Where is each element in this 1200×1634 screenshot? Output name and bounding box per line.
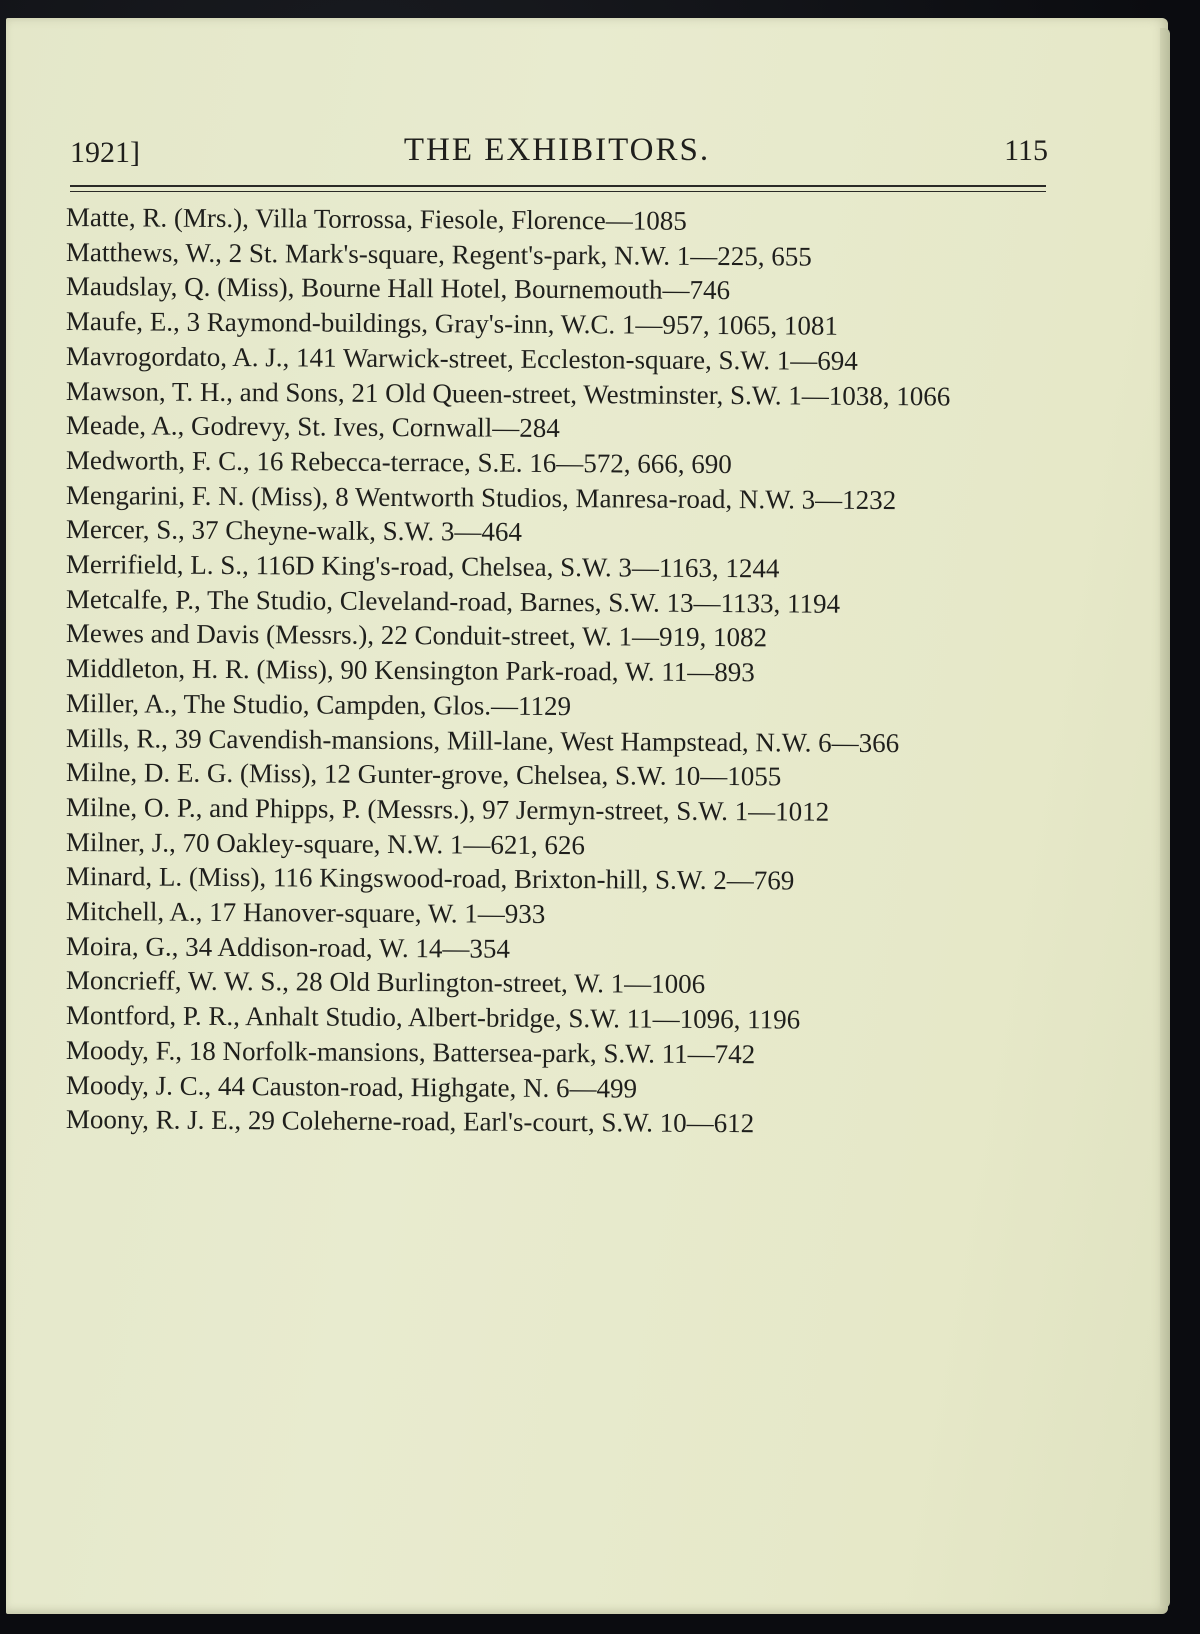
exhibitor-entry: Mengarini, F. N. (Miss), 8 Wentworth Studios, Manresa-road, N.W. 3—1232 bbox=[65, 479, 897, 515]
exhibitor-entry: Mercer, S., 37 Cheyne-walk, S.W. 3—464 bbox=[65, 514, 523, 548]
exhibitor-entry: Matthews, W., 2 St. Mark's-square, Regent's-park, N.W. 1—225, 655 bbox=[65, 236, 812, 272]
exhibitor-entry: Miller, A., The Studio, Campden, Glos.—1129 bbox=[65, 687, 572, 721]
exhibitor-entry: Milner, J., 70 Oakley-square, N.W. 1—621, 626 bbox=[65, 826, 586, 860]
exhibitor-entry: Moony, R. J. E., 29 Coleherne-road, Earl's-court, S.W. 10—612 bbox=[65, 1104, 755, 1139]
exhibitor-entry: Moira, G., 34 Addison-road, W. 14—354 bbox=[65, 930, 510, 964]
exhibitor-entry: Mewes and Davis (Messrs.), 22 Conduit-street, W. 1—919, 1082 bbox=[65, 618, 768, 653]
exhibitor-entry: Moncrieff, W. W. S., 28 Old Burlington-street, W. 1—1006 bbox=[65, 965, 706, 1000]
exhibitor-entry: Medworth, F. C., 16 Rebecca-terrace, S.E. 16—572, 666, 690 bbox=[65, 444, 732, 479]
exhibitor-entry: Middleton, H. R. (Miss), 90 Kensington Park-road, W. 11—893 bbox=[65, 653, 755, 688]
exhibitor-entry: Milne, D. E. G. (Miss), 12 Gunter-grove, Chelsea, S.W. 10—1055 bbox=[65, 757, 782, 792]
exhibitor-entry: Mills, R., 39 Cavendish-mansions, Mill-lane, West Hampstead, N.W. 6—366 bbox=[65, 722, 900, 758]
exhibitor-entry: Maufe, E., 3 Raymond-buildings, Gray's-inn, W.C. 1—957, 1065, 1081 bbox=[65, 306, 839, 341]
exhibitor-entry: Moody, F., 18 Norfolk-mansions, Battersea-park, S.W. 11—742 bbox=[65, 1034, 756, 1070]
exhibitor-entry: Moody, J. C., 44 Causton-road, Highgate, N. 6—499 bbox=[65, 1069, 638, 1104]
header-year: 1921] bbox=[70, 136, 140, 169]
header-rule-thin bbox=[70, 191, 1046, 192]
exhibitor-entry: Milne, O. P., and Phipps, P. (Messrs.), 97 Jermyn-street, S.W. 1—1012 bbox=[65, 791, 830, 827]
page-title: THE EXHIBITORS. bbox=[403, 132, 711, 168]
page-edge bbox=[1160, 28, 1170, 1608]
exhibitor-entry: Matte, R. (Mrs.), Villa Torrossa, Fiesole, Florence—1085 bbox=[65, 201, 687, 236]
exhibitor-entry: Merrifield, L. S., 116D King's-road, Chelsea, S.W. 3—1163, 1244 bbox=[65, 549, 780, 584]
page-number: 115 bbox=[1004, 134, 1048, 167]
exhibitor-entry: Mavrogordato, A. J., 141 Warwick-street, Eccleston-square, S.W. 1—694 bbox=[65, 340, 858, 376]
exhibitor-entry: Maudslay, Q. (Miss), Bourne Hall Hotel, Bournemouth—746 bbox=[65, 271, 731, 306]
exhibitor-entry: Mawson, T. H., and Sons, 21 Old Queen-street, Westminster, S.W. 1—1038, 1066 bbox=[65, 375, 951, 411]
running-header bbox=[66, 128, 1048, 178]
exhibitor-list bbox=[66, 200, 1056, 1137]
header-rule-thick bbox=[70, 185, 1046, 187]
exhibitor-entry: Montford, P. R., Anhalt Studio, Albert-bridge, S.W. 11—1096, 1196 bbox=[65, 1000, 801, 1035]
exhibitor-entry: Meade, A., Godrevy, St. Ives, Cornwall—284 bbox=[65, 410, 560, 444]
exhibitor-entry: Minard, L. (Miss), 116 Kingswood-road, Brixton-hill, S.W. 2—769 bbox=[65, 861, 795, 896]
exhibitor-entry: Metcalfe, P., The Studio, Cleveland-road, Barnes, S.W. 13—1133, 1194 bbox=[65, 583, 841, 619]
exhibitor-entry: Mitchell, A., 17 Hanover-square, W. 1—933 bbox=[65, 896, 546, 929]
